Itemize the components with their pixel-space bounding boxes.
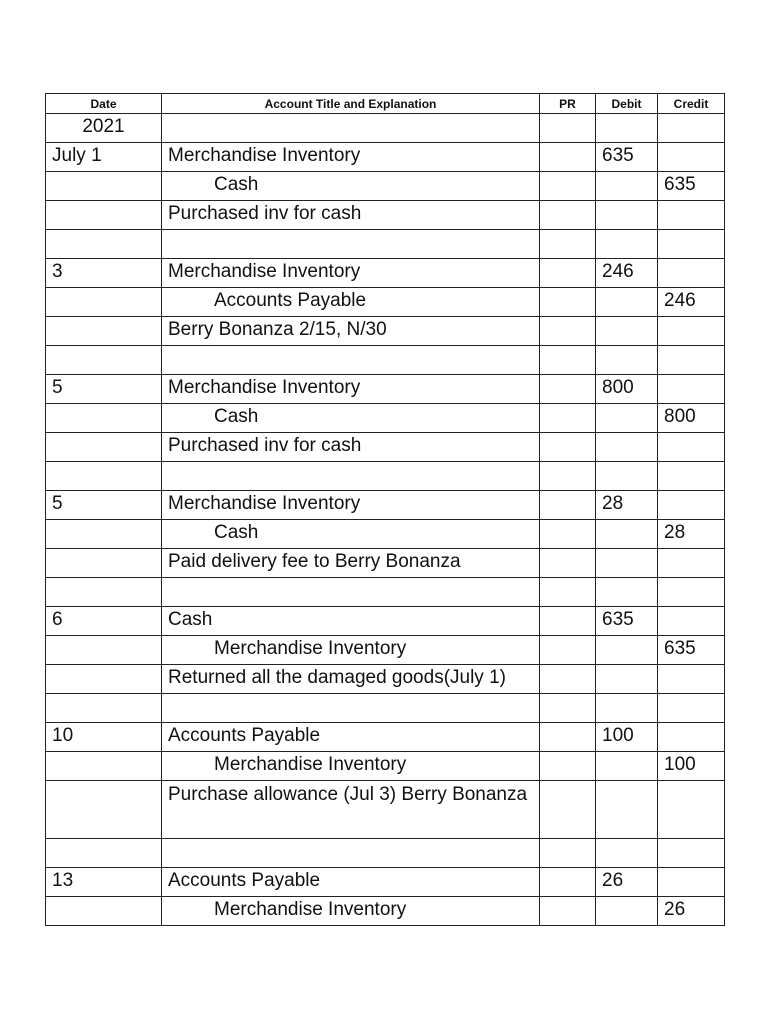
pr-cell bbox=[540, 897, 596, 926]
account-cell bbox=[162, 578, 540, 607]
date-cell: 5 bbox=[46, 375, 162, 404]
debit-cell bbox=[596, 549, 658, 578]
date-cell: 6 bbox=[46, 607, 162, 636]
account-cell: Merchandise Inventory bbox=[162, 375, 540, 404]
account-cell: Purchase allowance (Jul 3) Berry Bonanza bbox=[162, 781, 540, 839]
journal-row bbox=[46, 230, 725, 259]
journal-row bbox=[46, 288, 725, 317]
account-cell bbox=[162, 346, 540, 375]
pr-cell bbox=[540, 578, 596, 607]
pr-cell bbox=[540, 839, 596, 868]
account-cell: Cash bbox=[162, 520, 540, 549]
journal-row bbox=[46, 491, 725, 520]
credit-cell bbox=[658, 694, 725, 723]
debit-cell bbox=[596, 897, 658, 926]
credit-cell: 28 bbox=[658, 520, 725, 549]
pr-cell bbox=[540, 259, 596, 288]
date-cell bbox=[46, 317, 162, 346]
account-cell bbox=[162, 462, 540, 491]
journal-row bbox=[46, 781, 725, 839]
debit-cell bbox=[596, 520, 658, 549]
journal-row bbox=[46, 897, 725, 926]
credit-cell bbox=[658, 607, 725, 636]
journal-row bbox=[46, 375, 725, 404]
journal-row bbox=[46, 752, 725, 781]
journal-row bbox=[46, 433, 725, 462]
date-cell bbox=[46, 404, 162, 433]
credit-cell bbox=[658, 375, 725, 404]
account-cell bbox=[162, 114, 540, 143]
debit-cell: 635 bbox=[596, 143, 658, 172]
account-cell: Returned all the damaged goods(July 1) bbox=[162, 665, 540, 694]
journal-row bbox=[46, 694, 725, 723]
debit-cell bbox=[596, 781, 658, 839]
debit-cell: 100 bbox=[596, 723, 658, 752]
credit-cell: 635 bbox=[658, 172, 725, 201]
pr-cell bbox=[540, 317, 596, 346]
account-cell: Merchandise Inventory bbox=[162, 752, 540, 781]
credit-cell bbox=[658, 781, 725, 839]
account-cell: Accounts Payable bbox=[162, 723, 540, 752]
date-cell bbox=[46, 636, 162, 665]
journal-row bbox=[46, 607, 725, 636]
debit-cell bbox=[596, 752, 658, 781]
pr-cell bbox=[540, 230, 596, 259]
account-cell: Accounts Payable bbox=[162, 288, 540, 317]
date-cell bbox=[46, 694, 162, 723]
date-cell bbox=[46, 201, 162, 230]
pr-cell bbox=[540, 665, 596, 694]
pr-cell bbox=[540, 346, 596, 375]
account-cell: Purchased inv for cash bbox=[162, 433, 540, 462]
credit-cell bbox=[658, 665, 725, 694]
account-cell: Merchandise Inventory bbox=[162, 259, 540, 288]
credit-cell bbox=[658, 578, 725, 607]
account-cell: Merchandise Inventory bbox=[162, 491, 540, 520]
debit-cell bbox=[596, 636, 658, 665]
account-cell: Paid delivery fee to Berry Bonanza bbox=[162, 549, 540, 578]
debit-cell bbox=[596, 172, 658, 201]
pr-cell bbox=[540, 143, 596, 172]
date-cell bbox=[46, 781, 162, 839]
pr-cell bbox=[540, 520, 596, 549]
header-date: Date bbox=[46, 94, 162, 114]
date-cell: 10 bbox=[46, 723, 162, 752]
account-cell: Merchandise Inventory bbox=[162, 897, 540, 926]
account-cell bbox=[162, 230, 540, 259]
pr-cell bbox=[540, 549, 596, 578]
pr-cell bbox=[540, 607, 596, 636]
date-cell bbox=[46, 578, 162, 607]
header-row bbox=[46, 94, 725, 114]
date-cell: 3 bbox=[46, 259, 162, 288]
credit-cell: 635 bbox=[658, 636, 725, 665]
credit-cell bbox=[658, 259, 725, 288]
account-cell bbox=[162, 694, 540, 723]
journal-row bbox=[46, 259, 725, 288]
credit-cell bbox=[658, 317, 725, 346]
journal-row bbox=[46, 143, 725, 172]
credit-cell bbox=[658, 230, 725, 259]
debit-cell bbox=[596, 578, 658, 607]
date-cell bbox=[46, 665, 162, 694]
date-cell bbox=[46, 839, 162, 868]
credit-cell bbox=[658, 114, 725, 143]
pr-cell bbox=[540, 201, 596, 230]
journal-row bbox=[46, 723, 725, 752]
date-cell bbox=[46, 549, 162, 578]
pr-cell bbox=[540, 694, 596, 723]
pr-cell bbox=[540, 375, 596, 404]
account-cell: Purchased inv for cash bbox=[162, 201, 540, 230]
credit-cell bbox=[658, 433, 725, 462]
date-cell: 13 bbox=[46, 868, 162, 897]
credit-cell bbox=[658, 346, 725, 375]
debit-cell bbox=[596, 404, 658, 433]
debit-cell: 28 bbox=[596, 491, 658, 520]
debit-cell bbox=[596, 346, 658, 375]
header-pr: PR bbox=[540, 94, 596, 114]
debit-cell bbox=[596, 462, 658, 491]
journal-row bbox=[46, 578, 725, 607]
journal-row bbox=[46, 404, 725, 433]
date-cell bbox=[46, 520, 162, 549]
credit-cell: 246 bbox=[658, 288, 725, 317]
journal-row bbox=[46, 839, 725, 868]
date-cell bbox=[46, 462, 162, 491]
credit-cell: 26 bbox=[658, 897, 725, 926]
debit-cell bbox=[596, 694, 658, 723]
credit-cell: 800 bbox=[658, 404, 725, 433]
account-cell: Merchandise Inventory bbox=[162, 636, 540, 665]
debit-cell: 800 bbox=[596, 375, 658, 404]
date-cell bbox=[46, 172, 162, 201]
journal-row bbox=[46, 665, 725, 694]
journal-row bbox=[46, 636, 725, 665]
year-row bbox=[46, 114, 725, 143]
journal-row bbox=[46, 201, 725, 230]
date-cell bbox=[46, 752, 162, 781]
debit-cell: 26 bbox=[596, 868, 658, 897]
journal-row bbox=[46, 172, 725, 201]
journal-row bbox=[46, 520, 725, 549]
date-cell bbox=[46, 230, 162, 259]
account-cell bbox=[162, 839, 540, 868]
account-cell: Cash bbox=[162, 607, 540, 636]
credit-cell: 100 bbox=[658, 752, 725, 781]
credit-cell bbox=[658, 723, 725, 752]
credit-cell bbox=[658, 201, 725, 230]
debit-cell bbox=[596, 433, 658, 462]
pr-cell bbox=[540, 288, 596, 317]
debit-cell bbox=[596, 114, 658, 143]
pr-cell bbox=[540, 433, 596, 462]
pr-cell bbox=[540, 404, 596, 433]
pr-cell bbox=[540, 491, 596, 520]
journal-row bbox=[46, 462, 725, 491]
debit-cell bbox=[596, 201, 658, 230]
account-cell: Merchandise Inventory bbox=[162, 143, 540, 172]
account-cell: Cash bbox=[162, 172, 540, 201]
debit-cell bbox=[596, 230, 658, 259]
debit-cell: 246 bbox=[596, 259, 658, 288]
journal-row bbox=[46, 346, 725, 375]
year-cell: 2021 bbox=[46, 114, 162, 143]
pr-cell bbox=[540, 172, 596, 201]
credit-cell bbox=[658, 143, 725, 172]
debit-cell: 635 bbox=[596, 607, 658, 636]
account-cell: Berry Bonanza 2/15, N/30 bbox=[162, 317, 540, 346]
header-account: Account Title and Explanation bbox=[162, 94, 540, 114]
pr-cell bbox=[540, 114, 596, 143]
debit-cell bbox=[596, 839, 658, 868]
journal-row bbox=[46, 549, 725, 578]
journal-row bbox=[46, 317, 725, 346]
account-cell: Cash bbox=[162, 404, 540, 433]
pr-cell bbox=[540, 781, 596, 839]
pr-cell bbox=[540, 752, 596, 781]
credit-cell bbox=[658, 868, 725, 897]
journal-body bbox=[46, 114, 725, 926]
debit-cell bbox=[596, 317, 658, 346]
date-cell bbox=[46, 433, 162, 462]
header-credit: Credit bbox=[658, 94, 725, 114]
account-cell: Accounts Payable bbox=[162, 868, 540, 897]
journal-row bbox=[46, 868, 725, 897]
pr-cell bbox=[540, 723, 596, 752]
debit-cell bbox=[596, 288, 658, 317]
date-cell bbox=[46, 897, 162, 926]
credit-cell bbox=[658, 462, 725, 491]
journal-table bbox=[45, 93, 725, 926]
pr-cell bbox=[540, 636, 596, 665]
credit-cell bbox=[658, 491, 725, 520]
pr-cell bbox=[540, 868, 596, 897]
date-cell: 5 bbox=[46, 491, 162, 520]
credit-cell bbox=[658, 839, 725, 868]
credit-cell bbox=[658, 549, 725, 578]
header-debit: Debit bbox=[596, 94, 658, 114]
date-cell bbox=[46, 288, 162, 317]
date-cell bbox=[46, 346, 162, 375]
debit-cell bbox=[596, 665, 658, 694]
pr-cell bbox=[540, 462, 596, 491]
date-cell: July 1 bbox=[46, 143, 162, 172]
